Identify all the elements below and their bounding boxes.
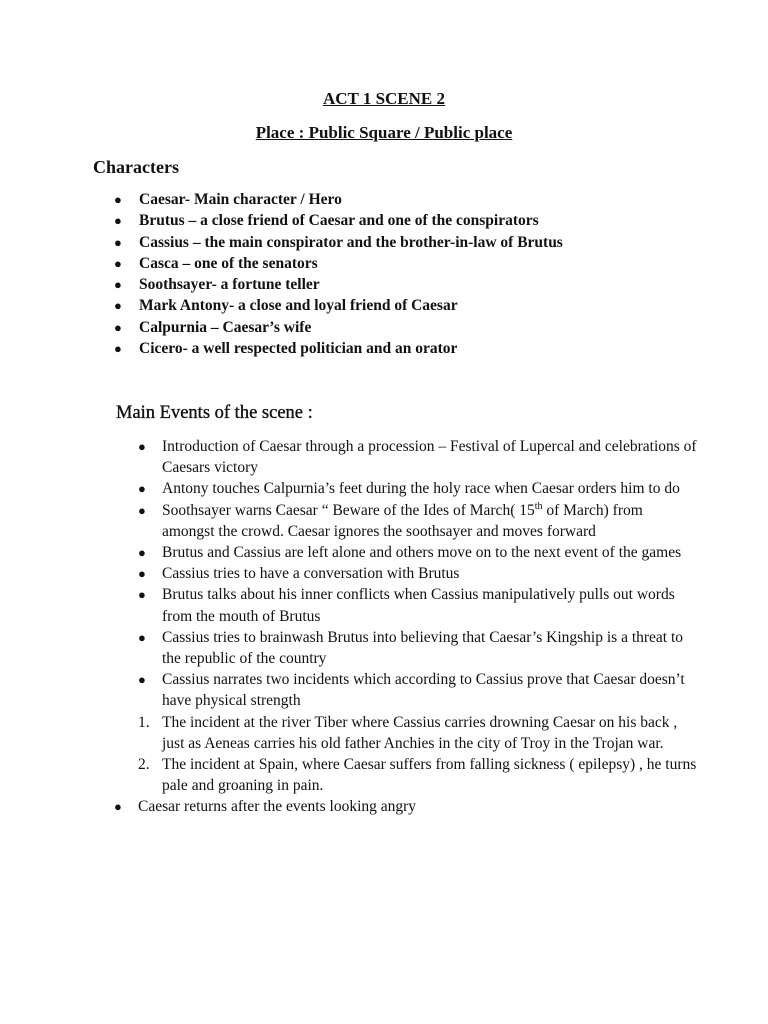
list-item: ● Cicero- a well respected politician and an orator bbox=[114, 338, 563, 359]
bullet-icon: ● bbox=[138, 545, 146, 561]
list-item: ● Brutus talks about his inner conflicts when Cassius manipulatively pulls out words from the mouth of Brutus bbox=[138, 586, 675, 625]
bullet-icon: ● bbox=[114, 799, 122, 815]
list-item: ● Cassius tries to have a conversation with Brutus bbox=[138, 563, 698, 584]
item-number: 2. bbox=[138, 756, 150, 774]
bullet-icon: ● bbox=[138, 672, 146, 688]
events-list bbox=[114, 436, 698, 818]
item-number: 1. bbox=[138, 713, 150, 731]
list-item: ● Cassius narrates two incidents which according to Cassius prove that Caesar doesn’t have physical strength bbox=[138, 671, 685, 710]
list-item: ● Antony touches Calpurnia’s feet during the holy race when Caesar orders him to do bbox=[138, 478, 698, 499]
bullet-icon: ● bbox=[114, 341, 122, 357]
list-item: ● Casca – one of the senators bbox=[114, 253, 563, 274]
page-title: ACT 1 SCENE 2 bbox=[322, 89, 446, 108]
events-heading: Main Events of the scene : bbox=[116, 403, 313, 423]
bullet-icon: ● bbox=[114, 298, 122, 314]
bullet-icon: ● bbox=[138, 481, 146, 497]
bullet-icon: ● bbox=[114, 213, 122, 229]
characters-heading: Characters bbox=[93, 157, 179, 177]
bullet-icon: ● bbox=[138, 502, 146, 518]
numbered-item: 2. The incident at Spain, where Caesar suffers from falling sickness ( epilepsy) , he turns pale and groaning in pain. bbox=[138, 756, 697, 795]
list-item: ● Calpurnia – Caesar’s wife bbox=[114, 317, 563, 338]
characters-list bbox=[114, 189, 563, 359]
numbered-item: 1. The incident at the river Tiber where Cassius carries drowning Caesar on his back , just as Aeneas carries his old father Anchies in the city of Troy in the Trojan war. bbox=[138, 713, 678, 752]
bullet-icon: ● bbox=[138, 587, 146, 603]
list-item: ● Brutus – a close friend of Caesar and one of the conspirators bbox=[114, 210, 563, 231]
bullet-icon: ● bbox=[138, 439, 146, 454]
bullet-icon: ● bbox=[138, 566, 146, 582]
list-item: ● Brutus and Cassius are left alone and others move on to the next event of the games bbox=[138, 542, 698, 563]
list-item: ● Cassius tries to brainwash Brutus into believing that Caesar’s Kingship is a threat to the republic of the country bbox=[138, 628, 684, 668]
list-item: ● Mark Antony- a close and loyal friend of Caesar bbox=[114, 295, 563, 316]
list-item: ● Soothsayer- a fortune teller bbox=[114, 274, 563, 295]
place-heading: Place : Public Square / Public place bbox=[255, 123, 513, 142]
list-item: ● Caesar returns after the events looking angry bbox=[114, 796, 698, 817]
list-item: ● Introduction of Caesar through a procession – Festival of Lupercal and celebrations of Caesars victory bbox=[138, 438, 697, 477]
list-item: ● Soothsayer warns Caesar “ Beware of the Ides of March( 15th of March) from amongst the crowd. Caesar ignores the soothsayer and moves forward bbox=[138, 500, 643, 540]
bullet-icon: ● bbox=[114, 277, 122, 293]
bullet-icon: ● bbox=[138, 629, 146, 645]
bullet-icon: ● bbox=[114, 319, 122, 335]
bullet-icon: ● bbox=[114, 234, 122, 250]
list-item: ● Caesar- Main character / Hero bbox=[114, 189, 563, 210]
bullet-icon: ● bbox=[114, 255, 122, 271]
list-item: ● Cassius – the main conspirator and the brother-in-law of Brutus bbox=[114, 232, 563, 253]
bullet-icon: ● bbox=[114, 192, 122, 207]
